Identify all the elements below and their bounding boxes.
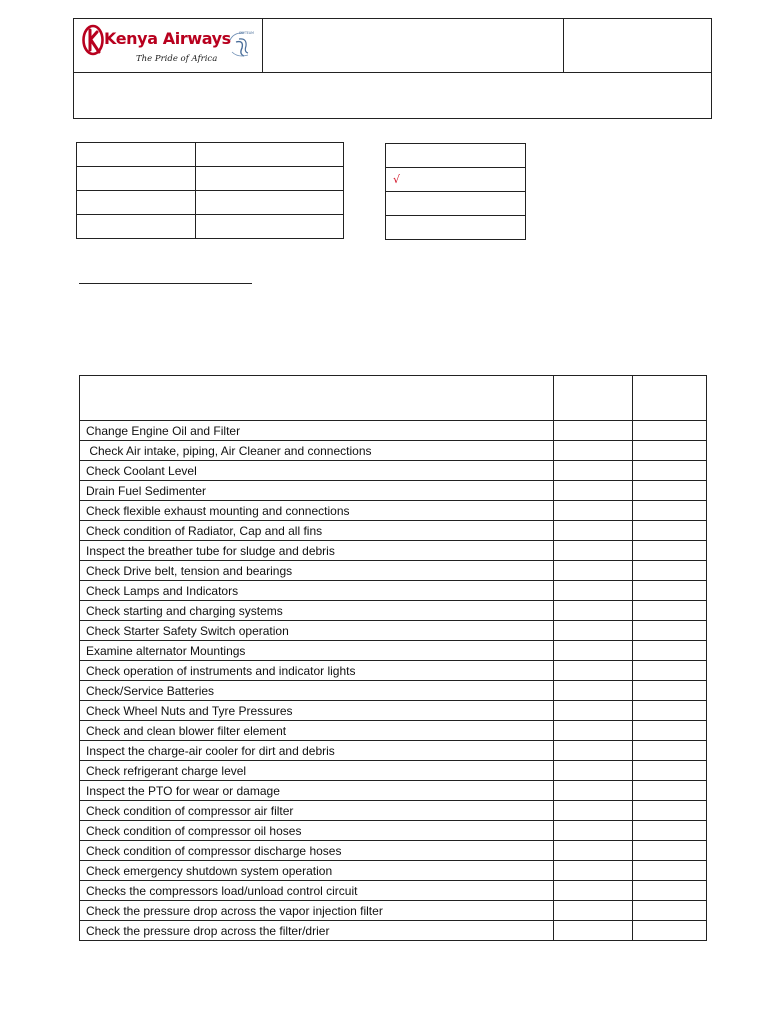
checklist-mark-cell-1[interactable]: [554, 421, 633, 441]
checklist-task: Check Coolant Level: [80, 461, 554, 481]
checklist-mark-cell-2[interactable]: [633, 781, 707, 801]
checklist-mark-cell-2[interactable]: [633, 601, 707, 621]
checklist-task: Check refrigerant charge level: [80, 761, 554, 781]
brand-name: Kenya Airways: [104, 29, 231, 48]
check-mark-icon: √: [393, 173, 401, 186]
checklist-mark-cell-1[interactable]: [554, 501, 633, 521]
checklist-task: Inspect the PTO for wear or damage: [80, 781, 554, 801]
checklist-mark-cell-2[interactable]: [633, 421, 707, 441]
table-row: [80, 821, 707, 841]
checklist-mark-cell-1[interactable]: [554, 781, 633, 801]
checklist-mark-cell-2[interactable]: [633, 821, 707, 841]
checklist-mark-cell-1[interactable]: [554, 621, 633, 641]
header-title-cell: [263, 19, 564, 73]
checklist-header-col-1: [554, 376, 633, 421]
table-row: [80, 841, 707, 861]
service-type-cell[interactable]: [386, 216, 526, 240]
info-label-cell: [77, 215, 196, 239]
checklist-mark-cell-1[interactable]: [554, 641, 633, 661]
kq-emblem-icon: [82, 24, 106, 58]
service-type-table: [385, 143, 526, 240]
checklist-mark-cell-1[interactable]: [554, 481, 633, 501]
checklist-task: Check flexible exhaust mounting and connections: [80, 501, 554, 521]
checklist-task: Check operation of instruments and indicator lights: [80, 661, 554, 681]
service-type-cell[interactable]: [386, 168, 526, 192]
checklist-task: Check the pressure drop across the filter/drier: [80, 921, 554, 941]
info-value-cell[interactable]: [196, 143, 344, 167]
table-row: [80, 481, 707, 501]
checklist-mark-cell-2[interactable]: [633, 861, 707, 881]
skyteam-seal-text: SKYTEAM: [239, 31, 254, 35]
checklist-mark-cell-1[interactable]: [554, 721, 633, 741]
checklist-mark-cell-2[interactable]: [633, 621, 707, 641]
checklist-mark-cell-2[interactable]: [633, 881, 707, 901]
checklist-mark-cell-1[interactable]: [554, 581, 633, 601]
skyteam-seal-icon: [226, 30, 254, 60]
checklist-task: Check Wheel Nuts and Tyre Pressures: [80, 701, 554, 721]
checklist-mark-cell-2[interactable]: [633, 701, 707, 721]
checklist-mark-cell-1[interactable]: [554, 821, 633, 841]
checklist-task: Check condition of compressor air filter: [80, 801, 554, 821]
logo-cell: [74, 19, 263, 73]
header-subtitle-cell: [74, 73, 712, 119]
checklist-mark-cell-2[interactable]: [633, 921, 707, 941]
checklist-mark-cell-2[interactable]: [633, 681, 707, 701]
checklist-task: Check condition of compressor discharge hoses: [80, 841, 554, 861]
checklist-mark-cell-1[interactable]: [554, 681, 633, 701]
service-type-cell[interactable]: [386, 192, 526, 216]
checklist-task: Check Lamps and Indicators: [80, 581, 554, 601]
table-row: [80, 641, 707, 661]
info-table: [76, 142, 344, 239]
checklist-mark-cell-2[interactable]: [633, 801, 707, 821]
table-row: [80, 741, 707, 761]
table-row: [80, 801, 707, 821]
checklist-mark-cell-2[interactable]: [633, 741, 707, 761]
checklist-mark-cell-2[interactable]: [633, 521, 707, 541]
checklist-mark-cell-2[interactable]: [633, 901, 707, 921]
checklist-mark-cell-2[interactable]: [633, 561, 707, 581]
info-value-cell[interactable]: [196, 215, 344, 239]
checklist-mark-cell-2[interactable]: [633, 441, 707, 461]
table-row: [386, 216, 526, 240]
checklist-task: Examine alternator Mountings: [80, 641, 554, 661]
checklist-task: Check the pressure drop across the vapor injection filter: [80, 901, 554, 921]
kenya-airways-logo: [74, 19, 262, 72]
checklist-task: Check and clean blower filter element: [80, 721, 554, 741]
checklist-mark-cell-2[interactable]: [633, 481, 707, 501]
table-row: [80, 721, 707, 741]
checklist-header-col-2: [633, 376, 707, 421]
checklist-mark-cell-2[interactable]: [633, 841, 707, 861]
checklist-mark-cell-1[interactable]: [554, 921, 633, 941]
checklist-task: Check Drive belt, tension and bearings: [80, 561, 554, 581]
table-row: [80, 781, 707, 801]
table-row: [80, 541, 707, 561]
checklist-header-task: [80, 376, 554, 421]
checklist-mark-cell-1[interactable]: [554, 881, 633, 901]
table-row: [386, 168, 526, 192]
checklist-mark-cell-1[interactable]: [554, 521, 633, 541]
checklist-mark-cell-2[interactable]: [633, 761, 707, 781]
table-row: [80, 561, 707, 581]
signature-line: [79, 283, 252, 284]
checklist-mark-cell-1[interactable]: [554, 701, 633, 721]
table-row: [80, 601, 707, 621]
checklist-mark-cell-1[interactable]: [554, 541, 633, 561]
table-row: [386, 192, 526, 216]
table-row: [80, 921, 707, 941]
info-label-cell: [77, 191, 196, 215]
table-row: [80, 581, 707, 601]
checklist-mark-cell-2[interactable]: [633, 501, 707, 521]
brand-tagline: The Pride of Africa: [136, 54, 218, 64]
table-row: [80, 501, 707, 521]
checklist-mark-cell-1[interactable]: [554, 901, 633, 921]
table-row: [77, 215, 344, 239]
table-row: [77, 167, 344, 191]
table-row: [80, 421, 707, 441]
checklist-task: Check starting and charging systems: [80, 601, 554, 621]
table-row: [80, 861, 707, 881]
table-row: [386, 144, 526, 168]
checklist-task: Check/Service Batteries: [80, 681, 554, 701]
checklist-task: Check condition of compressor oil hoses: [80, 821, 554, 841]
checklist-task: Inspect the breather tube for sludge and debris: [80, 541, 554, 561]
checklist-task: Check condition of Radiator, Cap and all fins: [80, 521, 554, 541]
info-label-cell: [77, 143, 196, 167]
checklist-mark-cell-1[interactable]: [554, 441, 633, 461]
maintenance-checklist: [79, 375, 707, 941]
checklist-mark-cell-1[interactable]: [554, 861, 633, 881]
service-type-cell[interactable]: [386, 144, 526, 168]
checklist-header-row: [80, 376, 707, 421]
table-row: [77, 143, 344, 167]
checklist-task: Checks the compressors load/unload control circuit: [80, 881, 554, 901]
checklist-mark-cell-1[interactable]: [554, 461, 633, 481]
header-ref-cell: [564, 19, 712, 73]
checklist-mark-cell-1[interactable]: [554, 601, 633, 621]
checklist-mark-cell-1[interactable]: [554, 761, 633, 781]
table-row: [80, 461, 707, 481]
checklist-mark-cell-2[interactable]: [633, 661, 707, 681]
table-row: [80, 441, 707, 461]
header-table: [73, 18, 712, 119]
info-label-cell: [77, 167, 196, 191]
table-row: [80, 881, 707, 901]
info-value-cell[interactable]: [196, 167, 344, 191]
table-row: [80, 701, 707, 721]
info-value-cell[interactable]: [196, 191, 344, 215]
table-row: [80, 761, 707, 781]
checklist-task: Inspect the charge-air cooler for dirt and debris: [80, 741, 554, 761]
checklist-mark-cell-1[interactable]: [554, 841, 633, 861]
table-row: [80, 901, 707, 921]
checklist-mark-cell-2[interactable]: [633, 581, 707, 601]
checklist-mark-cell-2[interactable]: [633, 461, 707, 481]
checklist-task: Check Air intake, piping, Air Cleaner and connections: [80, 441, 554, 461]
table-row: [80, 621, 707, 641]
checklist-task: Check emergency shutdown system operation: [80, 861, 554, 881]
checklist-mark-cell-1[interactable]: [554, 561, 633, 581]
table-row: [80, 661, 707, 681]
checklist-task: Change Engine Oil and Filter: [80, 421, 554, 441]
checklist-task: Check Starter Safety Switch operation: [80, 621, 554, 641]
checklist-mark-cell-1[interactable]: [554, 801, 633, 821]
checklist-mark-cell-1[interactable]: [554, 741, 633, 761]
checklist-mark-cell-1[interactable]: [554, 661, 633, 681]
table-row: [77, 191, 344, 215]
table-row: [80, 681, 707, 701]
checklist-mark-cell-2[interactable]: [633, 541, 707, 561]
checklist-task: Drain Fuel Sedimenter: [80, 481, 554, 501]
table-row: [80, 521, 707, 541]
checklist-mark-cell-2[interactable]: [633, 641, 707, 661]
checklist-mark-cell-2[interactable]: [633, 721, 707, 741]
